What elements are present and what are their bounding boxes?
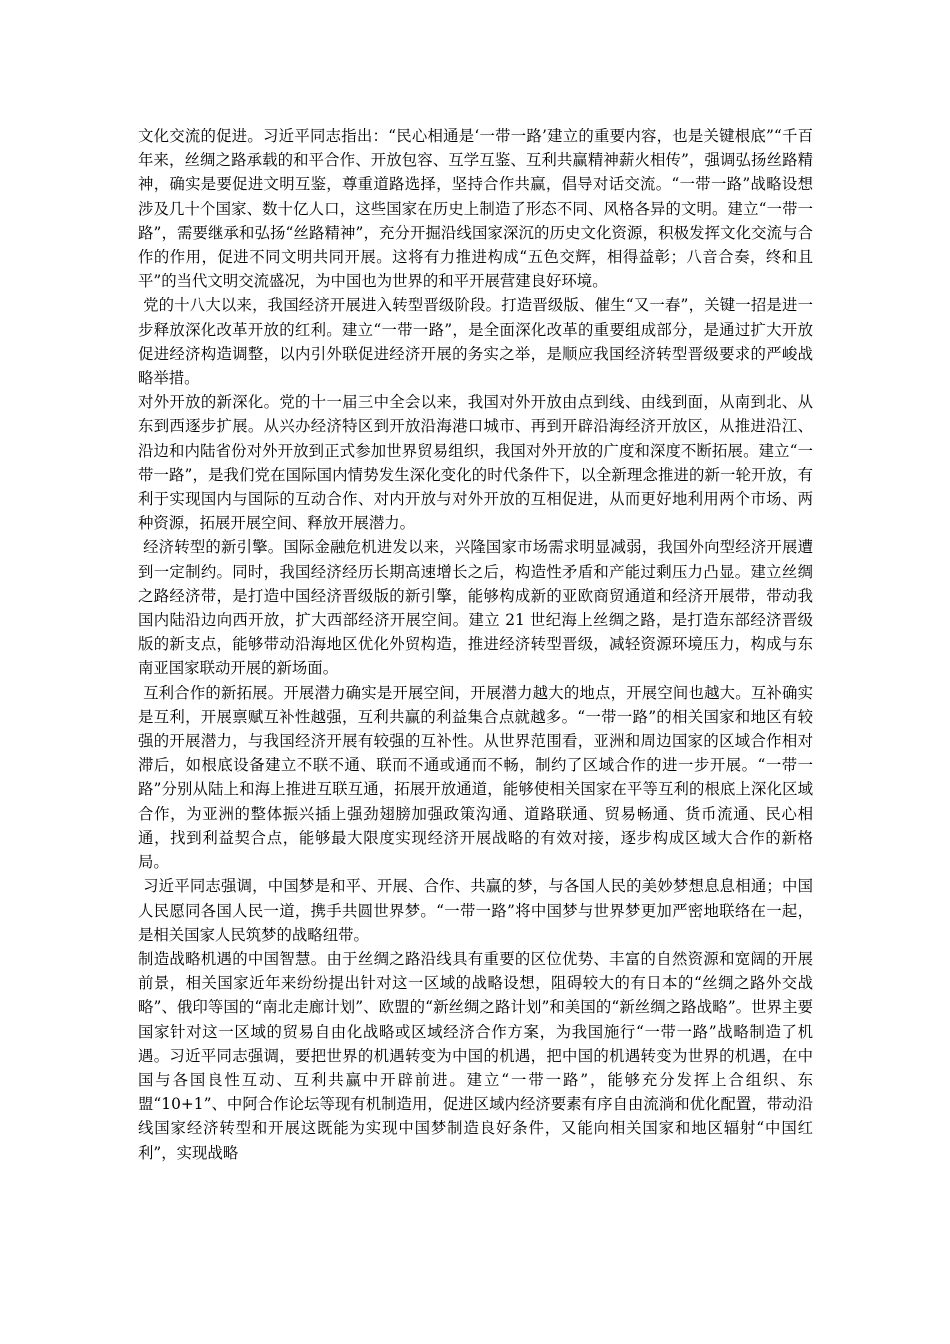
paragraph-mutual-cooperation: 互利合作的新拓展。开展潜力确实是开展空间，开展潜力越大的地点，开展空间也越大。互补确实是互利，开展禀赋互补性越强，互利共赢的利益集合点就越多。“一带一路”的相关国家和地区有较强的开展潜力，与我国经济开展有较强的互补性。从世界范围看，亚洲和周边国家的区域合作相对滞后，如根底设备建立不联不通、联而不通或通而不畅，制约了区域合作的进一步开展。“一带一路”分别从陆上和海上推进互联互通，拓展开放通道，能够使相关国家在平等互利的根底上深化区域合作，为亚洲的整体振兴插上强劲翅膀加强政策沟通、道路联通、贸易畅通、货币流通、民心相通，找到利益契合点，能够最大限度实现经济开展战略的有效对接，逐步构成区域大合作的新格局。 [138,683,813,872]
paragraph-cultural-exchange: 文化交流的促进。习近平同志指出：“民心相通是‘一带一路’建立的重要内容，也是关键根底”“千百年来，丝绸之路承载的和平合作、开放包容、互学互鉴、互利共赢精神薪火相传”，强调弘扬丝路精神，确实是要促进文明互鉴，尊重道路选择，坚持合作共赢，倡导对话交流。“一带一路”战略设想涉及几十个国家、数十亿人口，这些国家在历史上制造了形态不同、风格各异的文明。建立“一带一路”，需要继承和弘扬“丝路精神”，充分开掘沿线国家深沉的历史文化资源，积极发挥文化交流与合作的作用，促进不同文明共同开展。这将有力推进构成“五色交辉，相得益彰；八音合奏，终和且平”的当代文明交流盛况，为中国也为世界的和平开展营建良好环境。 [138,127,813,291]
document-body [138,124,813,1165]
paragraph-economic-transformation-stage: 党的十八大以来，我国经济开展进入转型晋级阶段。打造晋级版、催生“又一春”，关键一招是进一步释放深化改革开放的红利。建立“一带一路”，是全面深化改革的重要组成部分，是通过扩大开放促进经济构造调整，以内引外联促进经济开展的务实之举，是顺应我国经济转型晋级要求的严峻战略举措。 [138,296,813,388]
paragraph-new-engine: 经济转型的新引擎。国际金融危机进发以来，兴隆国家市场需求明显减弱，我国外向型经济开展遭到一定制约。同时，我国经济经历长期高速增长之后，构造性矛盾和产能过剩压力凸显。建立丝绸之路经济带，是打造中国经济晋级版的新引擎，能够构成新的亚欧商贸通道和经济开展带，带动我国内陆沿边向西开放，扩大西部经济开展空间。建立 21 世纪海上丝绸之路，是打造东部经济晋级版的新支点，能够带动沿海地区优化外贸构造，推进经济转型晋级，减轻资源环境压力，构成与东南亚国家联动开展的新场面。 [138,538,813,678]
paragraph-strategic-opportunity: 制造战略机遇的中国智慧。由于丝绸之路沿线具有重要的区位优势、丰富的自然资源和宽阔的开展前景，相关国家近年来纷纷提出针对这一区域的战略设想，阻碍较大的有日本的“丝绸之路外交战略”、俄印等国的“南北走廊计划”、欧盟的“新丝绸之路计划”和美国的“新丝绸之路战略”。世界主要国家针对这一区域的贸易自由化战略或区域经济合作方案，为我国施行“一带一路”战略制造了机遇。习近平同志强调，要把世界的机遇转变为中国的机遇，把中国的机遇转变为世界的机遇，在中国与各国良性互动、互利共赢中开辟前进。建立“一带一路”，能够充分发挥上合组织、东盟“10+1”、中阿合作论坛等现有机制造用，促进区域内经济要素有序自由流淌和优化配置，带动沿线国家经济转型和开展这既能为实现中国梦制造良好条件，又能向相关国家和地区辐射“中国红利”，实现战略 [138,949,813,1162]
paragraph-china-dream: 习近平同志强调，中国梦是和平、开展、合作、共赢的梦，与各国人民的美妙梦想息息相通；中国人民愿同各国人民一道，携手共圆世界梦。“一带一路”将中国梦与世界梦更加严密地联络在一起，是相关国家人民筑梦的战略纽带。 [138,877,813,944]
paragraph-opening-up: 对外开放的新深化。党的十一届三中全会以来，我国对外开放由点到线、由线到面，从南到北、从东到西逐步扩展。从兴办经济特区到开放沿海港口城市、再到开辟沿海经济开放区，从推进沿江、沿边和内陆省份对外开放到正式参加世界贸易组织，我国对外开放的广度和深度不断拓展。建立“一带一路”，是我们党在国际国内情势发生深化变化的时代条件下，以全新理念推进的新一轮开放，有利于实现国内与国际的互动合作、对内开放与对外开放的互相促进，从而更好地利用两个市场、两种资源，拓展开展空间、释放开展潜力。 [138,393,813,533]
